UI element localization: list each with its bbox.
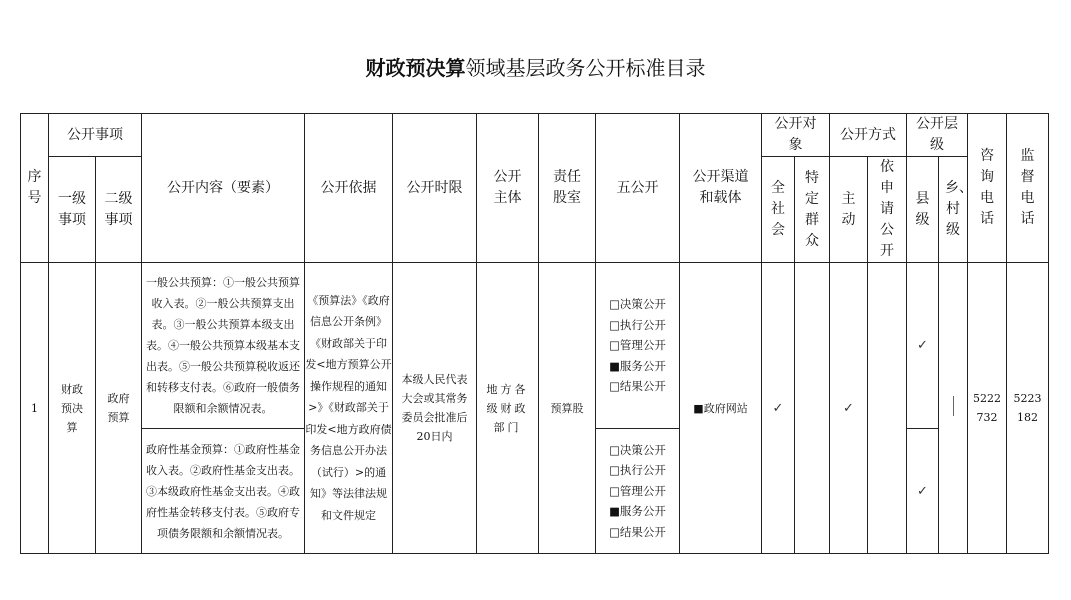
row-content-fund-budget: 政府性基金预算：①政府性基金收入表。②政府性基金支出表。③本级政府性基金支出表。④政府性基金转移支付表。⑤政府专项债务限额和余额情况表。 [142,429,305,554]
row-level-county-check-b: ✓ [907,429,939,554]
five-b-service: ■服务公开 [609,504,666,519]
header-supervise: 监督电话 [1007,114,1049,263]
divider-mark [953,396,954,416]
row-level1: 财政预决算 [49,263,96,554]
row-target-all-check: ✓ [762,263,795,554]
header-target-all: 全社会 [762,157,795,263]
title-bold: 财政预决算 [365,56,466,80]
row-level-town [939,263,968,554]
five-a-execution: □执行公开 [609,317,666,332]
row-content-general-budget: 一般公共预算：①一般公共预算收入表。②一般公共预算支出表。③一般公共预算本级支出表。④一般公共预算本级基本支出表。⑤一般公共预算税收返还和转移支付表。⑥政府一般债务限额和余额情况表。 [142,263,305,429]
header-level-town: 乡、村级 [939,157,968,263]
row-level-county-check-a: ✓ [907,263,939,429]
row-seq: 1 [21,263,49,554]
title-rest: 领域基层政务公开标准目录 [465,56,706,80]
header-mode-apply: 依申请公开 [868,157,907,263]
header-channel: 公开渠道和载体 [680,114,762,263]
header-mode-active: 主动 [830,157,868,263]
header-dept: 责任股室 [539,114,596,263]
row-mode-active-check: ✓ [830,263,868,554]
row-consult: 5222732 [968,263,1007,554]
header-seq: 序号 [21,114,49,263]
header-level2: 二级事项 [96,157,142,263]
five-a-service: ■服务公开 [609,358,666,373]
five-a-management: □管理公开 [609,338,666,353]
row-five-b [596,429,680,554]
row-subject: 地方各级财政部门 [477,263,539,554]
row-level2: 政府预算 [96,263,142,554]
five-a-result: □结果公开 [609,379,666,394]
header-time: 公开时限 [393,114,477,263]
header-subject: 公开主体 [477,114,539,263]
header-level-county: 县级 [907,157,939,263]
row-basis: 《预算法》《政府信息公开条例》《财政部关于印发<地方预算公开操作规程的通知>》《财政部关于印发<地方政府债务信息公开办法（试行）>的通知》等法律法规和文件规定 [305,263,393,554]
five-b-execution: □执行公开 [609,463,666,478]
header-target: 公开对象 [762,114,830,157]
row-target-specific [795,263,830,554]
row-channel: ■政府网站 [680,263,762,554]
five-a-decision: □决策公开 [609,297,666,312]
row-supervise: 5223182 [1007,263,1049,554]
header-consult: 咨询电话 [968,114,1007,263]
header-target-specific: 特定群众 [795,157,830,263]
header-content: 公开内容（要素） [142,114,305,263]
header-level1: 一级事项 [49,157,96,263]
row-time: 本级人民代表大会或其常务委员会批准后20日内 [393,263,477,554]
row-mode-apply [868,263,907,554]
header-basis: 公开依据 [305,114,393,263]
row-dept: 预算股 [539,263,596,554]
header-items: 公开事项 [49,114,142,157]
five-b-result: □结果公开 [609,524,666,539]
five-b-decision: □决策公开 [609,442,666,457]
row-five-a [596,263,680,429]
header-mode: 公开方式 [830,114,907,157]
header-five: 五公开 [596,114,680,263]
five-b-management: □管理公开 [609,483,666,498]
header-level: 公开层级 [907,114,968,157]
catalog-table [20,113,1049,554]
page-title [0,52,1071,81]
